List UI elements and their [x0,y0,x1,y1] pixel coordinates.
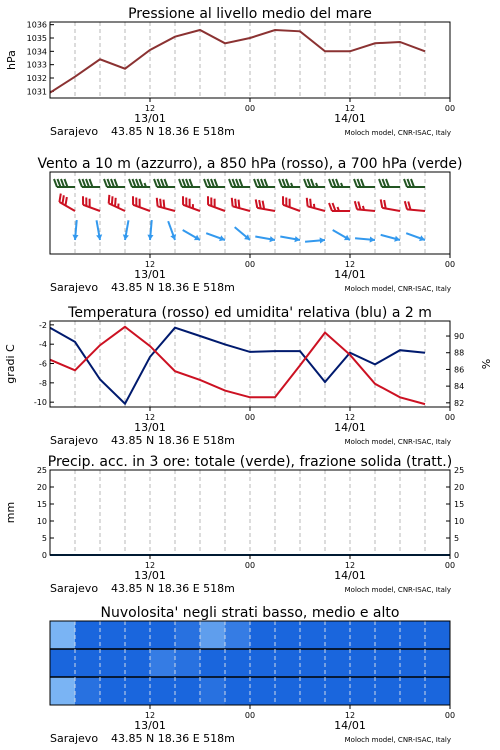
date-label: 14/01 [334,719,366,732]
station-coords: 43.85 N 18.36 E 518m [111,281,235,294]
cloud-cell [200,649,225,677]
x-tick-label: 00 [244,104,256,113]
cloud-cell [400,621,425,649]
cloud-cell [425,621,450,649]
date-label: 13/01 [134,112,166,125]
cloud-cell [175,649,200,677]
cloud-cell [325,677,350,705]
y-tick-label: 25 [36,466,47,475]
model-credit: Moloch model, CNR-ISAC, Italy [344,736,451,744]
y2-tick-label: 10 [454,517,465,526]
cloud-cell [300,649,325,677]
wind-barb-feather [307,198,308,207]
cloud-cell [200,621,225,649]
cloud-cell [425,649,450,677]
date-label: 13/01 [134,569,166,582]
panel-2 [50,172,455,294]
x-tick-label: 12 [344,711,356,720]
station-name: Sarajevo [50,582,99,595]
y-tick-label: 15 [36,500,47,509]
x-tick-label: 12 [344,104,356,113]
cloud-cell [325,649,350,677]
station-name: Sarajevo [50,434,99,447]
x-tick-label: 12 [144,260,156,269]
cloud-cell [325,621,350,649]
wind-barb-halffeather [341,183,343,187]
x-tick-label: 00 [444,260,456,269]
station-coords: 43.85 N 18.36 E 518m [111,582,235,595]
cloud-cell [100,649,125,677]
wind-barb-feather [235,199,236,208]
panel-title: Nuvolosita' negli strati basso, medio e alto [100,605,400,621]
cloud-cell [250,649,275,677]
model-credit: Moloch model, CNR-ISAC, Italy [344,129,451,137]
cloud-cell [150,649,175,677]
cloud-cell [250,621,275,649]
cloud-cell [375,677,400,705]
wind-barb-halffeather [316,183,318,187]
cloud-cell [50,649,75,677]
y-tick-label: -10 [33,398,47,408]
station-coords: 43.85 N 18.36 E 518m [111,434,235,447]
x-tick-label: 00 [244,561,256,570]
y-tick-label: 1033 [26,60,47,70]
cloud-cell [300,677,325,705]
cloud-cell [75,677,100,705]
cloud-cell [350,621,375,649]
model-credit: Moloch model, CNR-ISAC, Italy [344,438,451,446]
y-tick-label: 10 [36,517,47,526]
date-label: 14/01 [334,268,366,281]
cloud-cell [125,621,150,649]
cloud-cell [400,677,425,705]
y-tick-label: 0 [41,551,47,560]
y2-axis-label: % [480,358,493,370]
x-tick-label: 00 [244,260,256,269]
date-label: 14/01 [334,112,366,125]
wind-barb-feather [115,198,116,207]
model-credit: Moloch model, CNR-ISAC, Italy [344,586,451,594]
date-label: 13/01 [134,268,166,281]
y-tick-label: 1036 [26,20,47,30]
wind-barb-halffeather [338,207,340,211]
y2-tick-label: 90 [454,332,465,342]
cloud-cell [350,649,375,677]
y-axis-label: mm [4,501,17,524]
cloud-cell [75,649,100,677]
y-tick-label: 1035 [26,34,47,43]
y-tick-label: -4 [39,340,47,350]
cloud-cell [150,677,175,705]
y2-tick-label: 20 [454,483,465,492]
y2-tick-label: 84 [454,382,465,392]
y-tick-label: 1031 [26,87,47,97]
wind-barb-feather [59,194,60,202]
cloud-cell [225,649,250,677]
cloud-cell [375,621,400,649]
x-tick-label: 12 [144,711,156,720]
cloud-cell [225,621,250,649]
date-label: 13/01 [134,421,166,434]
cloud-cell [100,677,125,705]
station-name: Sarajevo [50,125,99,138]
panel-4 [37,466,464,595]
cloud-cell [375,649,400,677]
wind-barb-feather [62,195,63,203]
station-coords: 43.85 N 18.36 E 518m [111,732,235,745]
cloud-cell [200,677,225,705]
cloud-cell [50,677,75,705]
date-label: 14/01 [334,569,366,582]
station-name: Sarajevo [50,281,99,294]
y2-tick-label: 86 [454,365,465,375]
x-tick-label: 00 [244,413,256,422]
wind-barb-feather [157,198,158,207]
y-tick-label: 20 [36,483,47,492]
x-tick-label: 12 [344,413,356,422]
x-tick-label: 00 [444,104,456,113]
cloud-cell [400,649,425,677]
cloud-cell [125,649,150,677]
y-axis-label: hPa [5,50,18,70]
wind-barb-feather [160,199,161,208]
y-tick-label: 1034 [26,47,47,57]
y-tick-label: -6 [39,359,47,369]
wind-barb-feather [310,199,311,208]
cloud-cell [225,677,250,705]
panel-title: Pressione al livello medio del mare [128,6,372,22]
model-credit: Moloch model, CNR-ISAC, Italy [344,285,451,293]
wind-barb-feather [232,198,233,207]
cloud-cell [275,677,300,705]
wind-barb-halffeather [145,183,147,187]
wind-barb-halffeather [363,206,364,210]
cloud-cell [100,621,125,649]
station-name: Sarajevo [50,732,99,745]
wind-barb-halffeather [291,183,293,187]
cloud-cell [125,677,150,705]
x-tick-label: 00 [244,711,256,720]
cloud-cell [350,677,375,705]
date-label: 14/01 [334,421,366,434]
wind-barb-feather [109,195,110,204]
wind-barb-feather [164,200,165,209]
cloud-cell [50,621,75,649]
panel-title: Temperatura (rosso) ed umidita' relativa (blu) a 2 m [68,305,432,321]
y2-tick-label: 5 [454,534,460,543]
y2-tick-label: 25 [454,466,465,475]
panel-1 [27,21,455,138]
cloud-cell [275,621,300,649]
cloud-cell [275,649,300,677]
panel-5 [50,621,455,745]
y-axis-label: gradi C [4,344,17,384]
wind-barb-feather [65,197,66,205]
cloud-cell [175,621,200,649]
y2-tick-label: 88 [454,348,465,358]
y-tick-label: -8 [39,378,47,388]
y-tick-label: 5 [41,534,47,543]
x-tick-label: 00 [444,561,456,570]
x-tick-label: 00 [444,413,456,422]
y2-tick-label: 0 [454,551,460,560]
y-tick-label: 1032 [26,74,47,83]
x-tick-label: 00 [444,711,456,720]
cloud-cell [175,677,200,705]
cloud-cell [75,621,100,649]
cloud-cell [300,621,325,649]
panel-title: Precip. acc. in 3 ore: totale (verde), frazione solida (tratt.) [47,454,453,470]
wind-barb-feather [112,196,113,205]
date-label: 13/01 [134,719,166,732]
cloud-cell [250,677,275,705]
x-tick-label: 12 [144,561,156,570]
cloud-cell [425,677,450,705]
x-tick-label: 12 [344,260,356,269]
cloud-cell [150,621,175,649]
x-tick-label: 12 [344,561,356,570]
panel-3 [34,321,464,447]
x-tick-label: 12 [144,413,156,422]
y2-tick-label: 82 [454,398,465,408]
panel-title: Vento a 10 m (azzurro), a 850 hPa (rosso), a 700 hPa (verde) [37,156,463,172]
station-coords: 43.85 N 18.36 E 518m [111,125,235,138]
y2-tick-label: 15 [454,500,465,509]
wind-barb-feather [239,200,240,209]
y-tick-label: -2 [39,320,47,330]
x-tick-label: 12 [144,104,156,113]
